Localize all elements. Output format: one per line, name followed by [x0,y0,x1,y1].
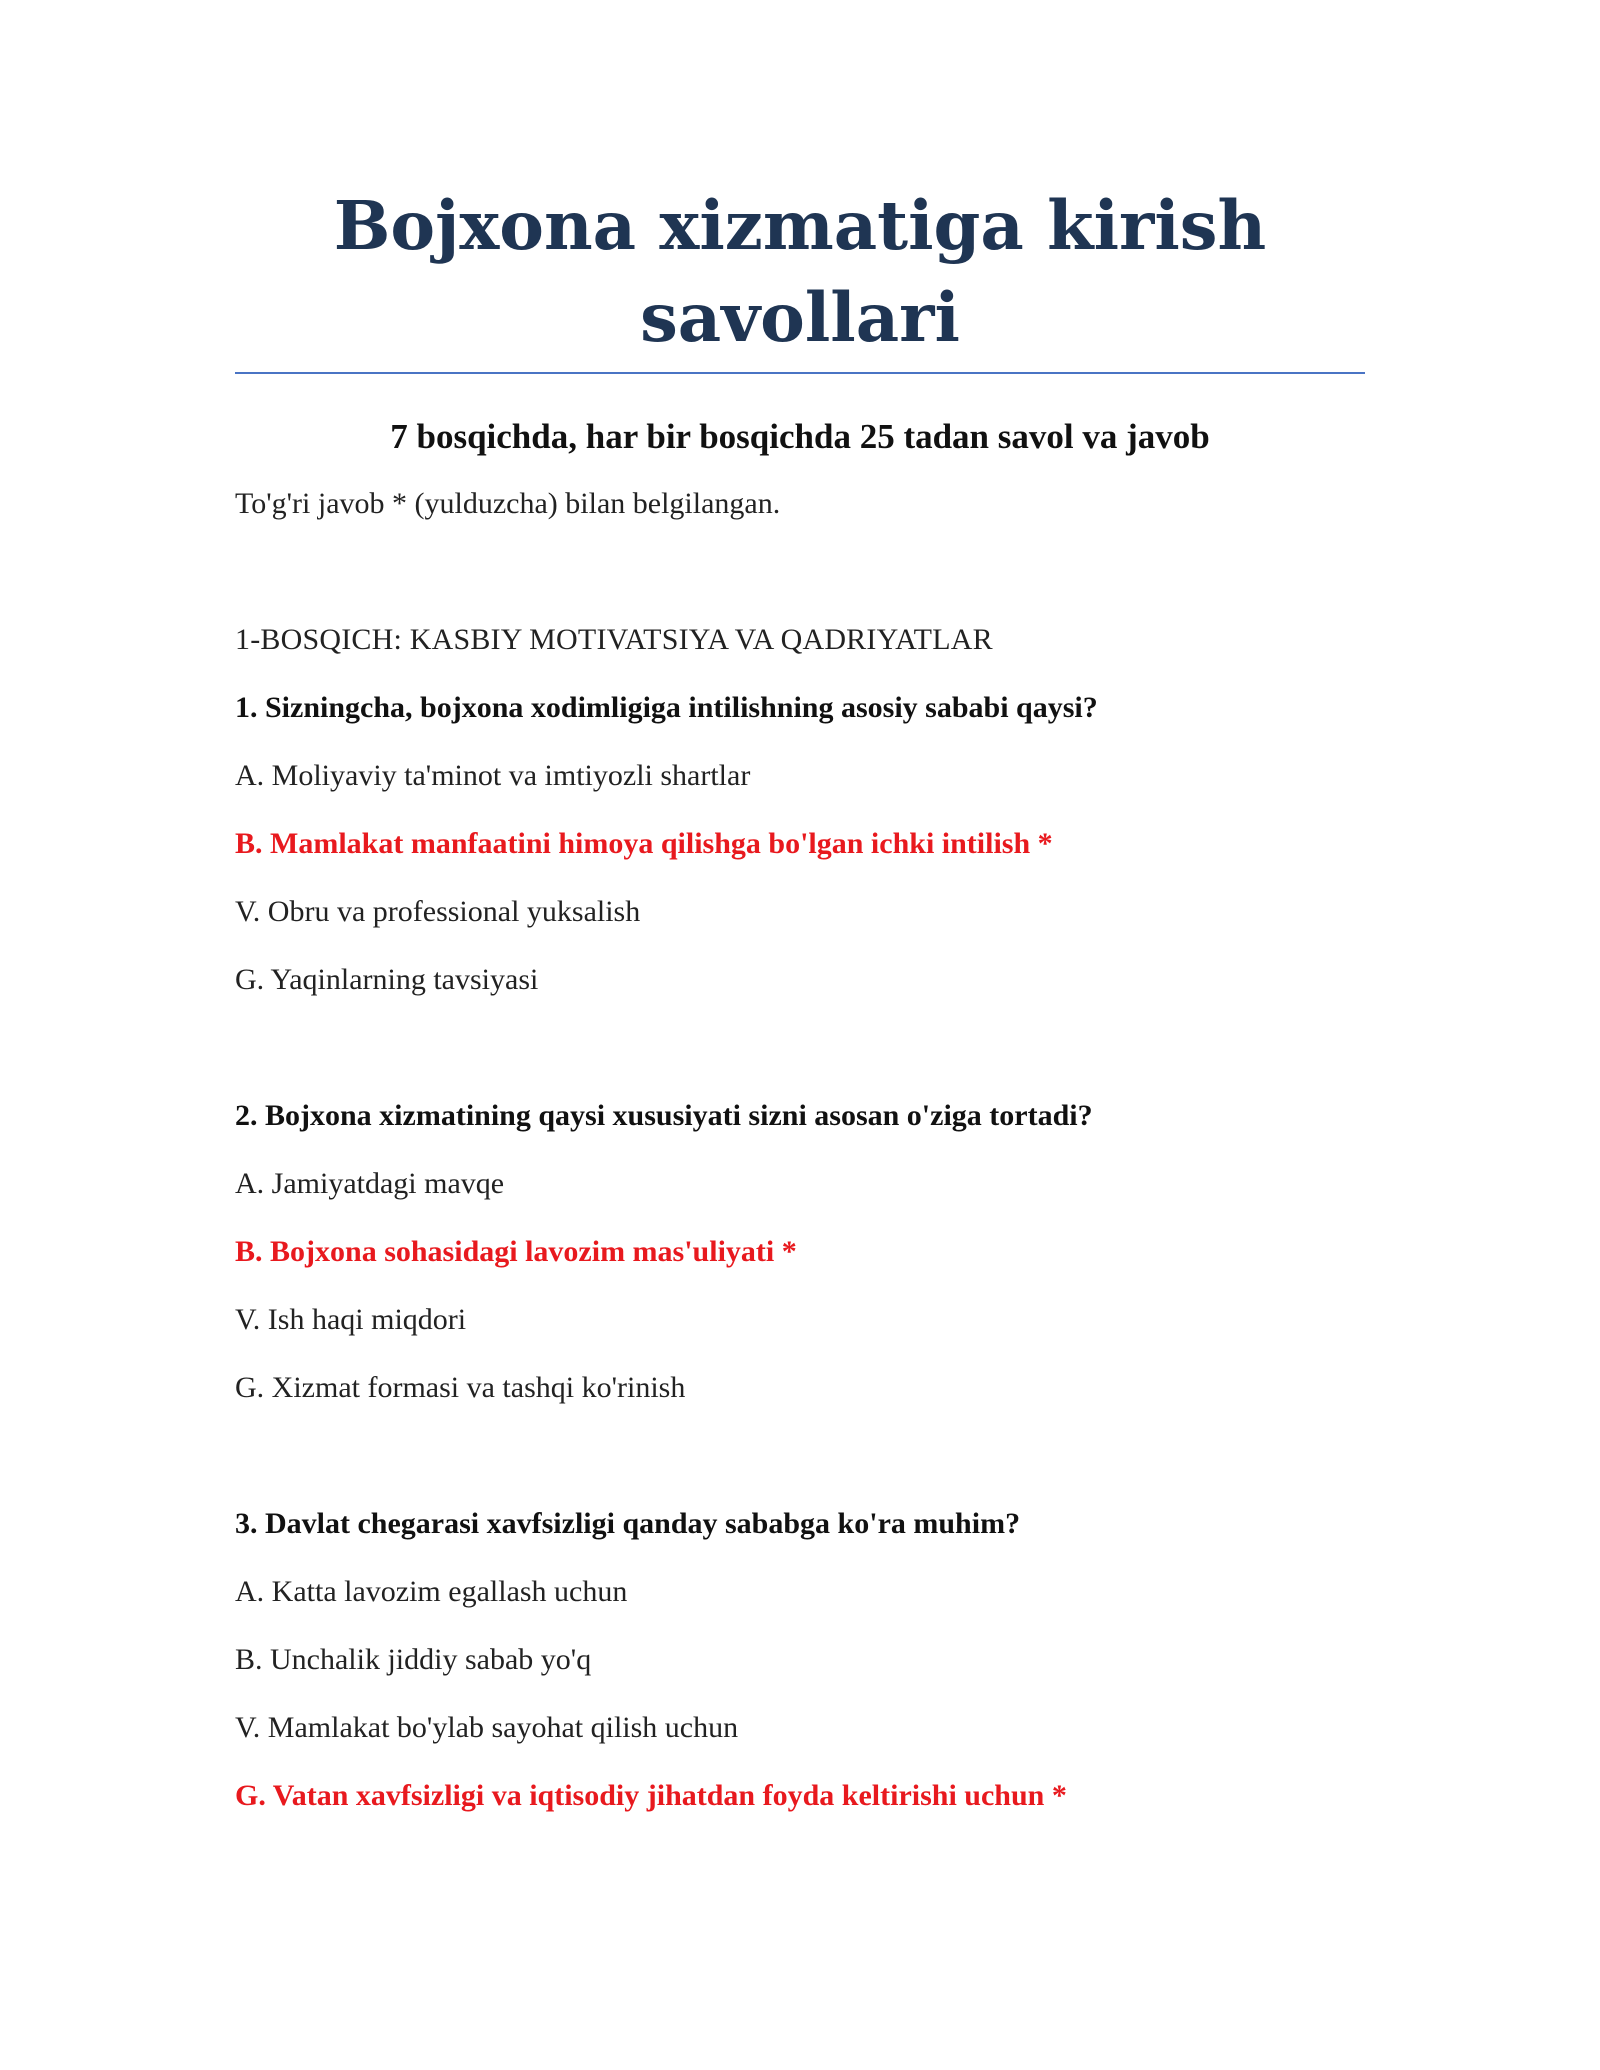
question-block-1 [235,690,1365,998]
question-block-2 [235,1098,1365,1406]
answer-option-b: B. Unchalik jiddiy sabab yo'q [235,1643,592,1676]
answer-option-a: A. Jamiyatdagi mavqe [235,1167,505,1200]
question-text: 1. Sizningcha, bojxona xodimligiga intilishning asosiy sababi qaysi? [235,691,1098,724]
section-heading: 1-BOSQICH: KASBIY MOTIVATSIYA VA QADRIYATLAR [235,623,993,656]
answer-option-g: G. Xizmat formasi va tashqi ko'rinish [235,1371,686,1404]
answer-option-g-correct: G. Vatan xavfsizligi va iqtisodiy jihatdan foyda keltirishi uchun * [235,1779,1067,1812]
answer-option-b-correct: B. Mamlakat manfaatini himoya qilishga bo'lgan ichki intilish * [235,827,1053,860]
question-text: 2. Bojxona xizmatining qaysi xususiyati sizni asosan o'ziga tortadi? [235,1099,1093,1132]
answer-option-v: V. Mamlakat bo'ylab sayohat qilish uchun [235,1711,739,1744]
answer-option-v: V. Ish haqi miqdori [235,1303,467,1336]
question-block-3 [235,1506,1365,1814]
question-text: 3. Davlat chegarasi xavfsizligi qanday sababga ko'ra muhim? [235,1507,1021,1540]
title-divider [235,372,1365,374]
answer-option-b-correct: B. Bojxona sohasidagi lavozim mas'uliyati * [235,1235,797,1268]
document-content [235,180,1365,1814]
document-title: Bojxona xizmatiga kirish savollari [333,186,1267,357]
answer-key-note: To'g'ri javob * (yulduzcha) bilan belgilangan. [235,487,781,520]
answer-option-a: A. Moliyaviy ta'minot va imtiyozli shartlar [235,759,751,792]
answer-option-g: G. Yaqinlarning tavsiyasi [235,963,539,996]
answer-option-a: A. Katta lavozim egallash uchun [235,1575,628,1608]
document-subtitle: 7 bosqichda, har bir bosqichda 25 tadan savol va javob [390,417,1210,456]
answer-option-v: V. Obru va professional yuksalish [235,895,641,928]
